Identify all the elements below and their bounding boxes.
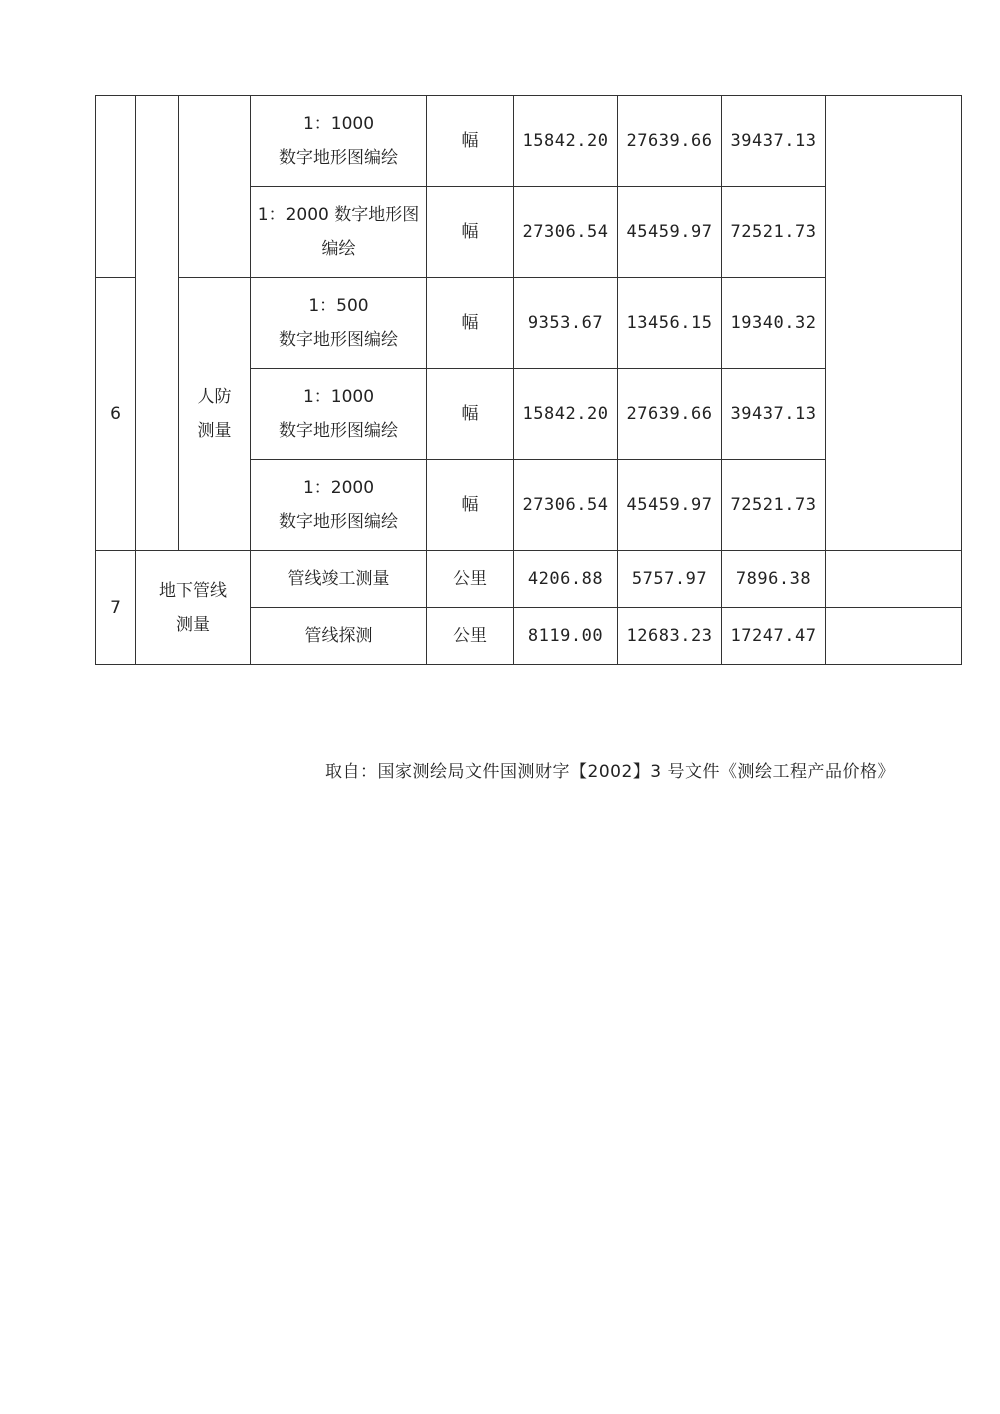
item-line: 编绘 (321, 239, 356, 259)
item-line: 1：1000 (302, 114, 375, 134)
price-cell: 72521.73 (722, 187, 826, 278)
item-line: 1：500 (308, 296, 369, 316)
unit-cell: 幅 (427, 96, 514, 187)
remarks-cell (826, 96, 962, 551)
unit-cell: 幅 (427, 187, 514, 278)
row-number-cell (96, 96, 136, 278)
item-cell (251, 187, 427, 278)
item-cell (251, 369, 427, 460)
price-cell: 27306.54 (514, 187, 618, 278)
category-line: 测量 (176, 614, 210, 635)
item-cell: 管线竣工测量 (251, 551, 427, 608)
price-cell: 27639.66 (618, 369, 722, 460)
price-table (95, 95, 962, 665)
price-cell: 27639.66 (618, 96, 722, 187)
item-cell: 管线探测 (251, 608, 427, 665)
table-row (96, 96, 962, 187)
price-cell: 19340.32 (722, 278, 826, 369)
price-cell: 15842.20 (514, 96, 618, 187)
price-cell: 72521.73 (722, 460, 826, 551)
item-line: 1：2000 数字地形图 (257, 205, 420, 225)
item-line: 数字地形图编绘 (279, 148, 398, 168)
item-cell (251, 460, 427, 551)
price-cell: 5757.97 (618, 551, 722, 608)
price-cell: 39437.13 (722, 369, 826, 460)
price-cell: 7896.38 (722, 551, 826, 608)
price-cell: 39437.13 (722, 96, 826, 187)
item-cell (251, 96, 427, 187)
price-cell: 45459.97 (618, 187, 722, 278)
price-cell: 8119.00 (514, 608, 618, 665)
item-line: 1：2000 (302, 478, 375, 498)
item-line: 1：1000 (302, 387, 375, 407)
source-note: 取自：国家测绘局文件国测财字【2002】3 号文件《测绘工程产品价格》 (325, 762, 895, 782)
item-cell (251, 278, 427, 369)
table-row (96, 551, 962, 608)
item-line: 数字地形图编绘 (279, 512, 398, 532)
unit-cell: 公里 (427, 608, 514, 665)
remarks-cell (826, 608, 962, 665)
row-number-cell: 7 (96, 551, 136, 665)
price-cell: 45459.97 (618, 460, 722, 551)
category-cell (179, 278, 251, 551)
row-number-cell: 6 (96, 278, 136, 551)
category-line: 地下管线 (159, 580, 227, 601)
unit-cell: 公里 (427, 551, 514, 608)
unit-cell: 幅 (427, 460, 514, 551)
category-line: 测量 (197, 421, 232, 441)
unit-cell: 幅 (427, 278, 514, 369)
price-cell: 12683.23 (618, 608, 722, 665)
item-line: 数字地形图编绘 (279, 330, 398, 350)
item-line: 数字地形图编绘 (279, 421, 398, 441)
price-cell: 4206.88 (514, 551, 618, 608)
price-cell: 27306.54 (514, 460, 618, 551)
unit-cell: 幅 (427, 369, 514, 460)
price-cell: 13456.15 (618, 278, 722, 369)
category-line: 人防 (197, 387, 232, 407)
category-cell (179, 96, 251, 278)
group-cell (136, 96, 179, 551)
remarks-cell (826, 551, 962, 608)
price-cell: 15842.20 (514, 369, 618, 460)
price-cell: 9353.67 (514, 278, 618, 369)
category-cell (136, 551, 251, 665)
price-cell: 17247.47 (722, 608, 826, 665)
